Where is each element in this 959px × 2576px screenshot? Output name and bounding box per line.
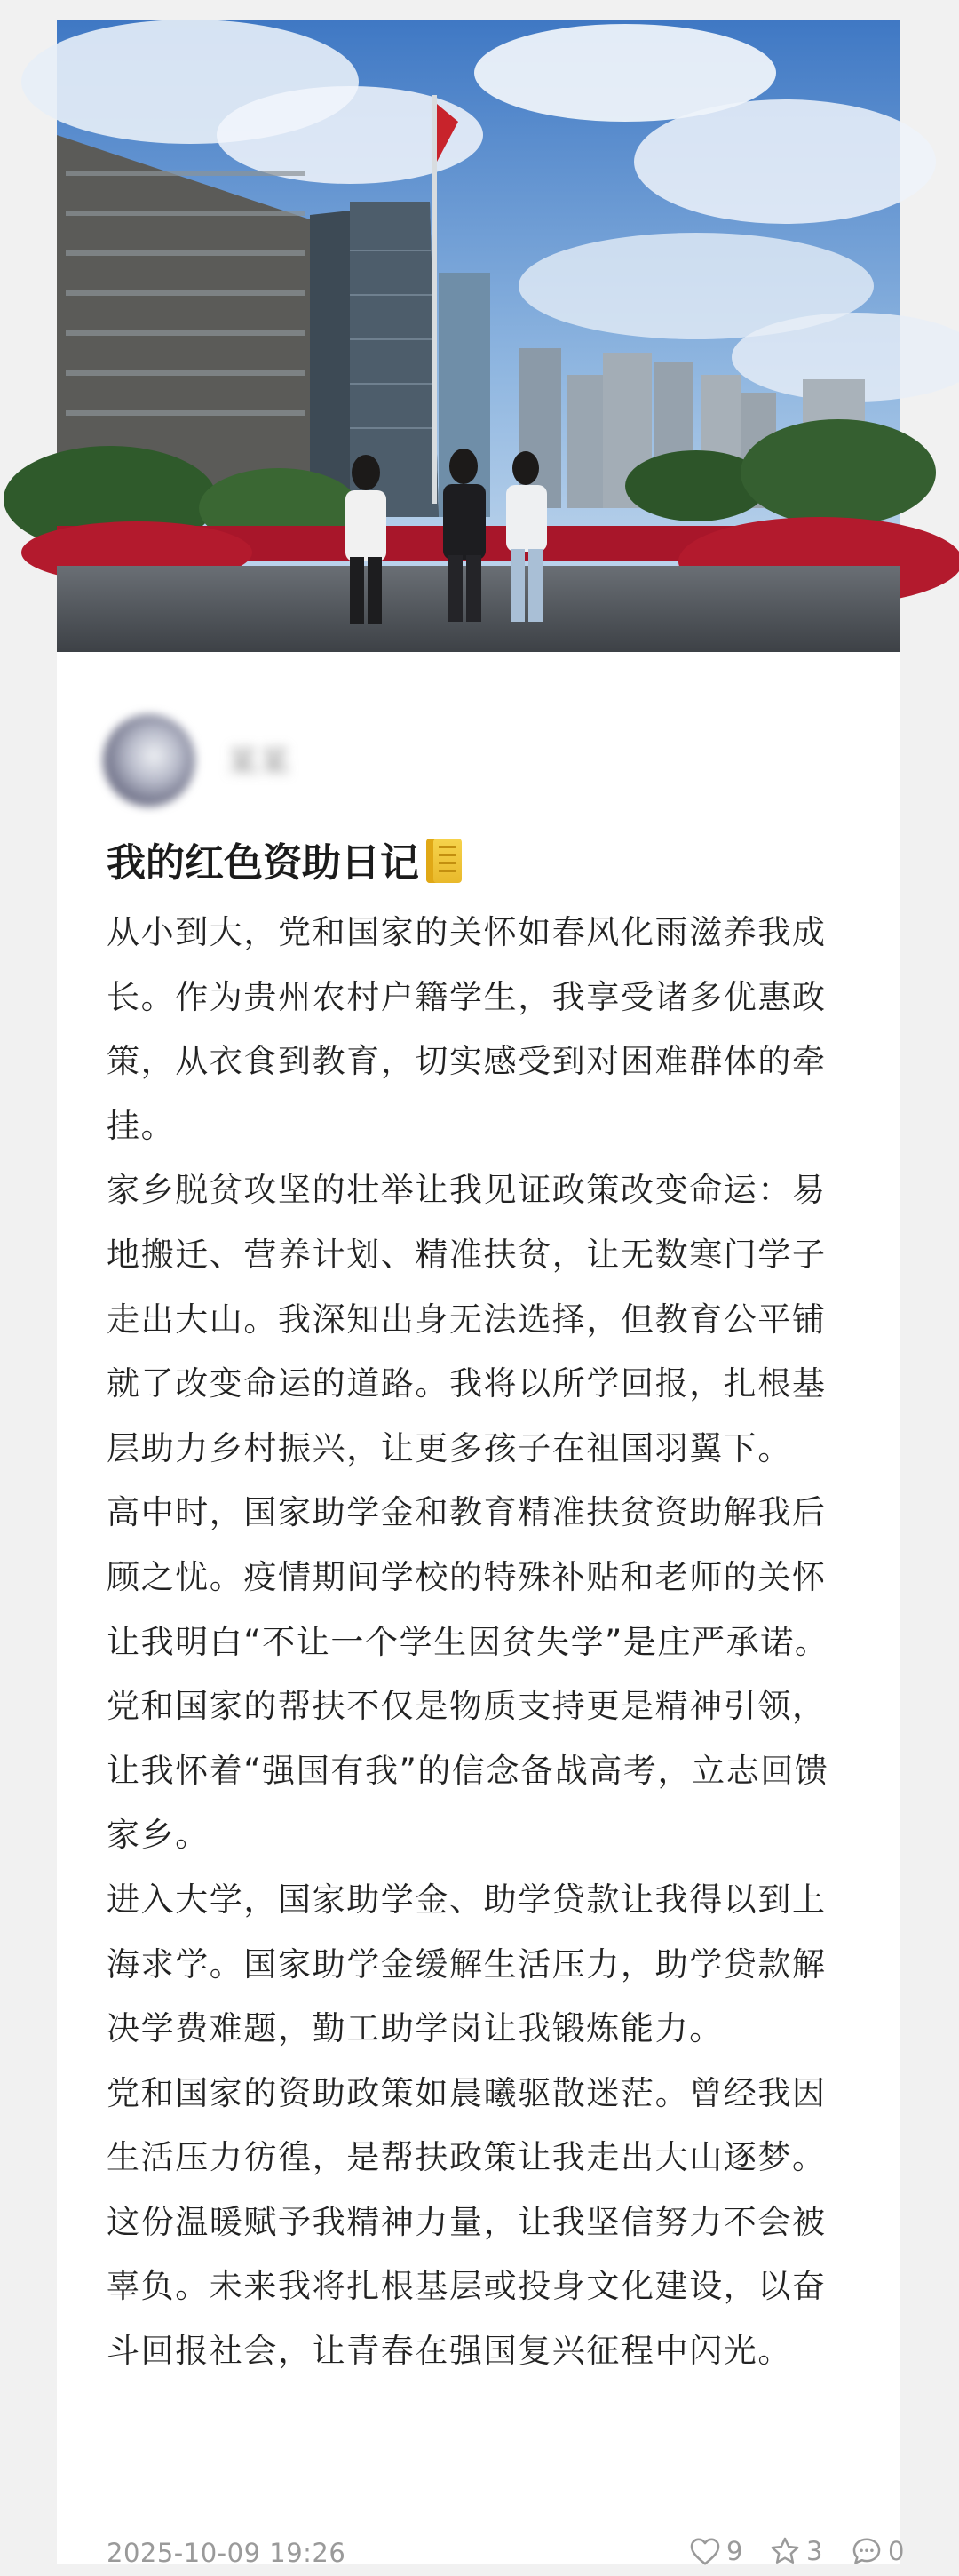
author-info[interactable] <box>103 714 458 812</box>
avatar[interactable] <box>103 714 195 807</box>
heart-icon <box>689 2536 721 2566</box>
notebook-icon <box>426 839 462 883</box>
comment-count: 0 <box>888 2536 905 2566</box>
post-title-text: 我的红色资助日记 <box>107 840 419 886</box>
post-date: 2025-10-09 19:26 <box>107 2538 346 2568</box>
post-card <box>57 20 905 2568</box>
favorite-button[interactable] <box>769 2532 822 2571</box>
paragraph: 进入大学，国家助学金、助学贷款让我得以到上海求学。国家助学金缓解生活压力，助学贷款解决学费难题，勤工助学岗让我锻炼能力。 <box>107 1880 827 2048</box>
post-image[interactable] <box>57 20 900 652</box>
post-title <box>107 835 462 892</box>
favorite-count: 3 <box>806 2536 823 2566</box>
post-body <box>107 901 860 2384</box>
like-count: 9 <box>726 2536 743 2566</box>
paragraph: 从小到大，党和国家的关怀如春风化雨滋养我成长。作为贵州农村户籍学生，我享受诸多优惠政策，从衣食到教育，切实感受到对困难群体的牵挂。 <box>107 913 827 1145</box>
comment-button[interactable] <box>851 2532 904 2571</box>
paragraph: 党和国家的资助政策如晨曦驱散迷茫。曾经我因生活压力彷徨，是帮扶政策让我走出大山逐梦。这份温暖赋予我精神力量，让我坚信努力不会被辜负。未来我将扎根基层或投身文化建设，以奋斗回报社会，让青春在强国复兴征程中闪光。 <box>107 2073 827 2371</box>
paragraph: 家乡脱贫攻坚的壮举让我见证政策改变命运：易地搬迁、营养计划、精准扶贫，让无数寒门学子走出大山。我深知出身无法选择，但教育公平铺就了改变命运的道路。我将以所学回报，扎根基层助力乡村振兴，让更多孩子在祖国羽翼下。 <box>107 1171 827 1467</box>
comment-bubble-icon <box>851 2536 883 2566</box>
paragraph: 高中时，国家助学金和教育精准扶贫资助解我后顾之忧。疫情期间学校的特殊补贴和老师的关怀让我明白“不让一个学生因贫失学”是庄严承诺。党和国家的帮扶不仅是物质支持更是精神引领，让我怀着“强国有我”的信念备战高考，立志回馈家乡。 <box>107 1493 829 1855</box>
star-icon <box>769 2536 801 2566</box>
flag-raising-photo <box>57 20 900 652</box>
post-footer <box>107 2532 905 2576</box>
author-name[interactable]: 某某 <box>227 744 291 780</box>
like-button[interactable] <box>689 2532 742 2571</box>
